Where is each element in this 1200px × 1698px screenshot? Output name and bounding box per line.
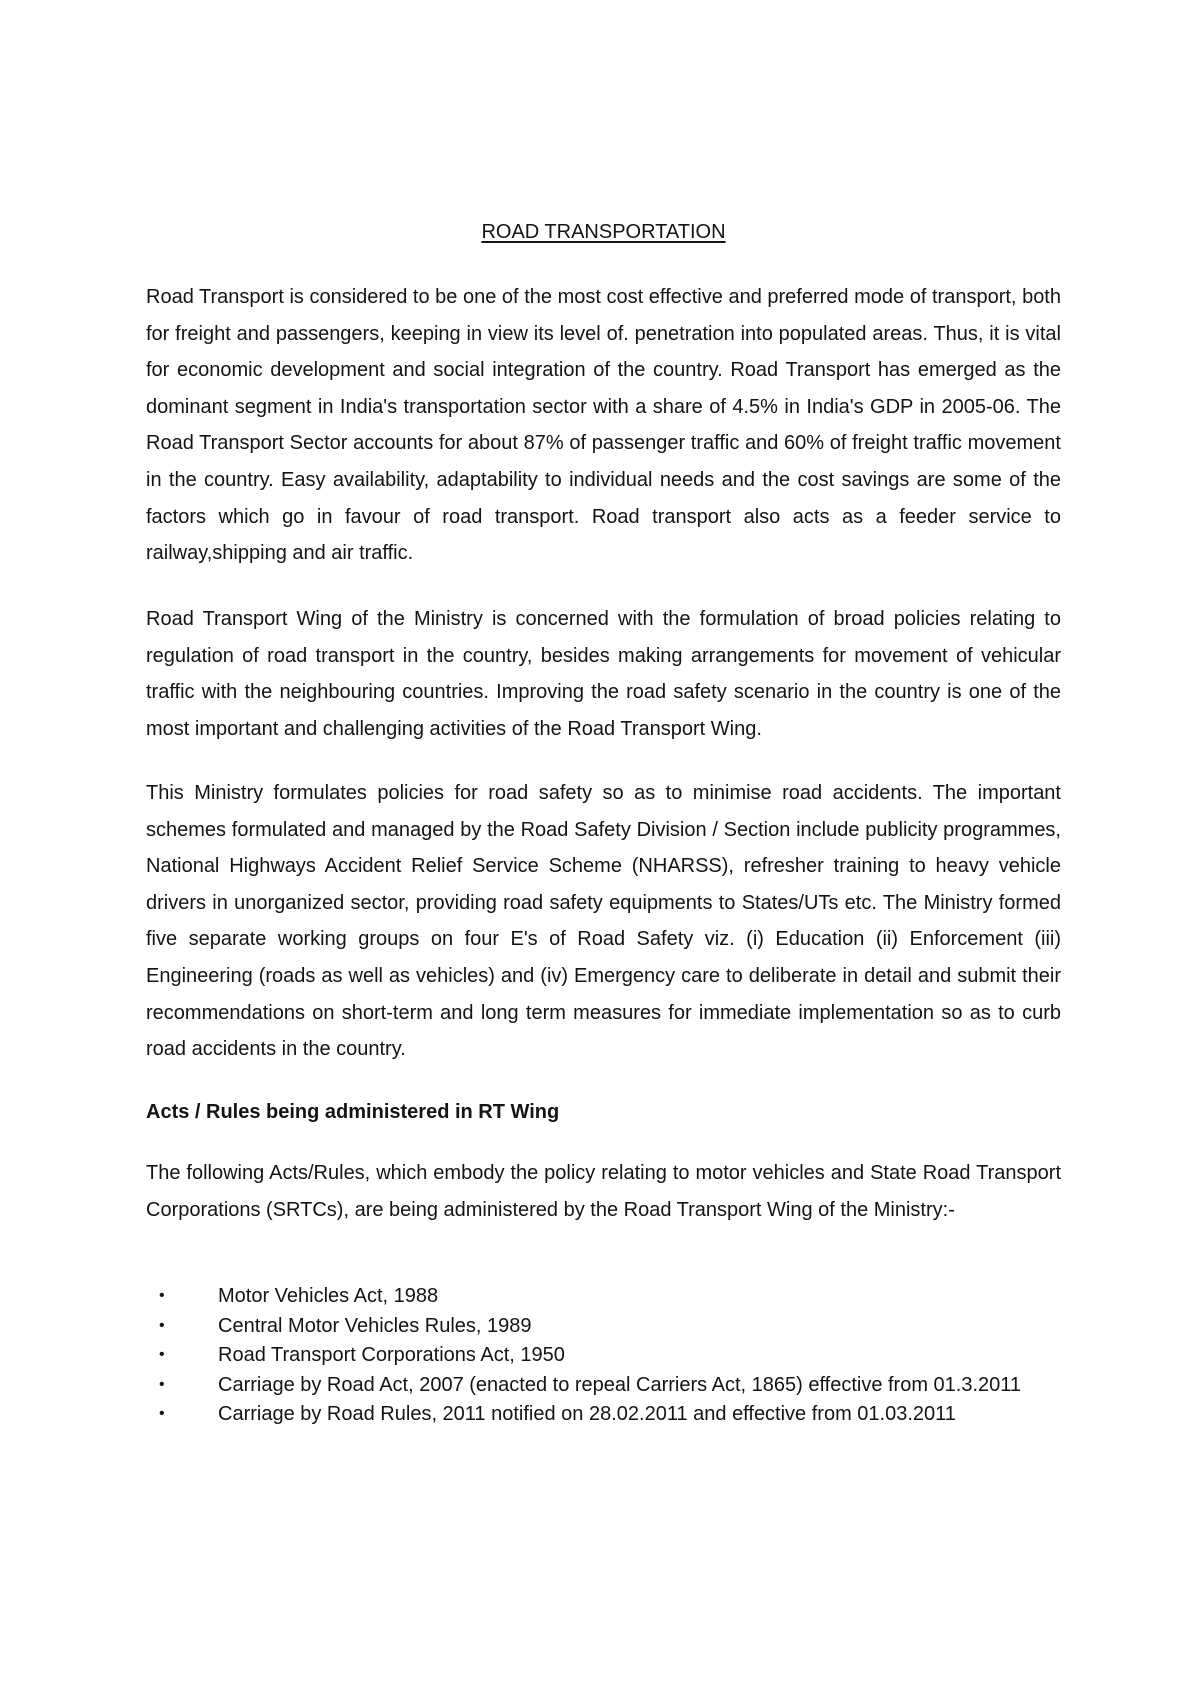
document-title: ROAD TRANSPORTATION [481,221,726,243]
acts-list [146,1284,1061,1432]
paragraph-overview: Road Transport is considered to be one of the most cost effective and preferred mode of transport, both for freight and passengers, keeping in view its level of. penetration into populated areas. Thus, it is vital for economic development and social integration of the country. Road Transport has emerged as the dominant segment in India's transportation sector with a share of 4.5% in India's GDP in 2005-06. The Road Transport Sector accounts for about 87% of passenger traffic and 60% of freight traffic movement in the country. Easy availability, adaptability to individual needs and the cost savings are some of the factors which go in favour of road transport. Road transport also acts as a feeder service to railway,shipping and air traffic. [146,286,1061,565]
paragraph-acts-intro: The following Acts/Rules, which embody the policy relating to motor vehicles and State Road Transport Corporations (SRTCs), are being administered by the Road Transport Wing of the Ministry:- [146,1162,1061,1221]
bullet-icon: • [159,1346,165,1363]
paragraph-road-transport-wing: Road Transport Wing of the Ministry is concerned with the formulation of broad policies relating to regulation of road transport in the country, besides making arrangements for movement of vehicular traffic with the neighbouring countries. Improving the road safety scenario in the country is one of the most important and challenging activities of the Road Transport Wing. [146,608,1061,740]
bullet-icon: • [159,1405,165,1422]
act-item-text: Carriage by Road Act, 2007 (enacted to repeal Carriers Act, 1865) effective from 01.3.2011 [218,1373,1022,1396]
bullet-icon: • [159,1287,165,1304]
act-item-text: Carriage by Road Rules, 2011 notified on 28.02.2011 and effective from 01.03.2011 [218,1403,956,1425]
bullet-icon: • [159,1375,165,1393]
act-item-text: Motor Vehicles Act, 1988 [218,1285,439,1307]
paragraph-road-safety: This Ministry formulates policies for road safety so as to minimise road accidents. The important schemes formulated and managed by the Road Safety Division / Section include publicity programmes, National Highways Accident Relief Service Scheme (NHARSS), refresher training to heavy vehicle drivers in unorganized sector, providing road safety equipments to States/UTs etc. The Ministry formed five separate working groups on four E's of Road Safety viz. (i) Education (ii) Enforcement (iii) Engineering (roads as well as vehicles) and (iv) Emergency care to deliberate in detail and submit their recommendations on short-term and long term measures for immediate implementation so as to curb road accidents in the country. [146,782,1061,1061]
act-item-text: Central Motor Vehicles Rules, 1989 [218,1314,532,1337]
act-item-text: Road Transport Corporations Act, 1950 [218,1344,565,1366]
list-item [146,1373,1061,1398]
section-heading-acts-rules: Acts / Rules being administered in RT Wing [146,1101,560,1123]
list-item [146,1314,1061,1339]
list-item [146,1284,1061,1309]
list-item [146,1402,1061,1427]
bullet-icon: • [159,1316,165,1334]
list-item [146,1343,1061,1368]
